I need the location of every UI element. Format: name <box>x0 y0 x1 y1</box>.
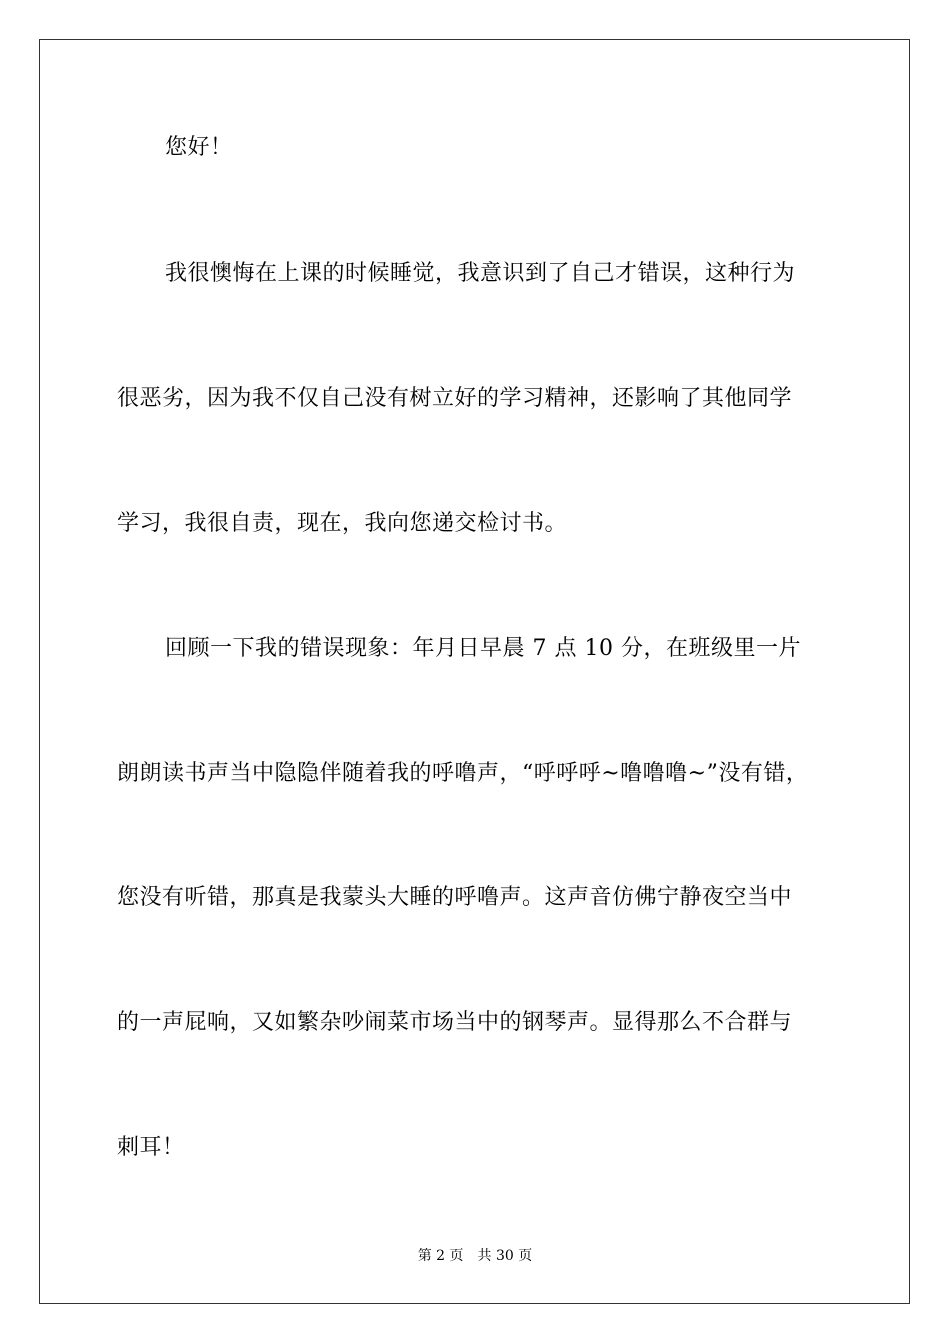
greeting: 您好！ <box>165 135 233 160</box>
paragraph-1-line-3: 学习，我很自责，现在，我向您递交检讨书。 <box>117 511 568 536</box>
paragraph-1-line-1: 我很懊悔在上课的时候睡觉，我意识到了自己才错误，这种行为 <box>165 261 796 286</box>
paragraph-1-line-2: 很恶劣，因为我不仅自己没有树立好的学习精神，还影响了其他同学 <box>117 386 793 411</box>
paragraph-2-line-3: 您没有听错，那真是我蒙头大睡的呼噜声。这声音仿佛宁静夜空当中 <box>117 885 793 910</box>
paragraph-2-line-2: 朗朗读书声当中隐隐伴随着我的呼噜声，“呼呼呼~噜噜噜~”没有错， <box>117 761 809 786</box>
paragraph-2-line-5: 刺耳！ <box>117 1135 185 1160</box>
page-number: 第 2 页 共 30 页 <box>417 1248 533 1264</box>
page-border <box>39 39 910 1304</box>
paragraph-2-line-1: 回顾一下我的错误现象：年月日早晨 7 点 10 分，在班级里一片 <box>165 636 801 661</box>
paragraph-2-line-4: 的一声屁响，又如繁杂吵闹菜市场当中的钢琴声。显得那么不合群与 <box>117 1010 793 1035</box>
